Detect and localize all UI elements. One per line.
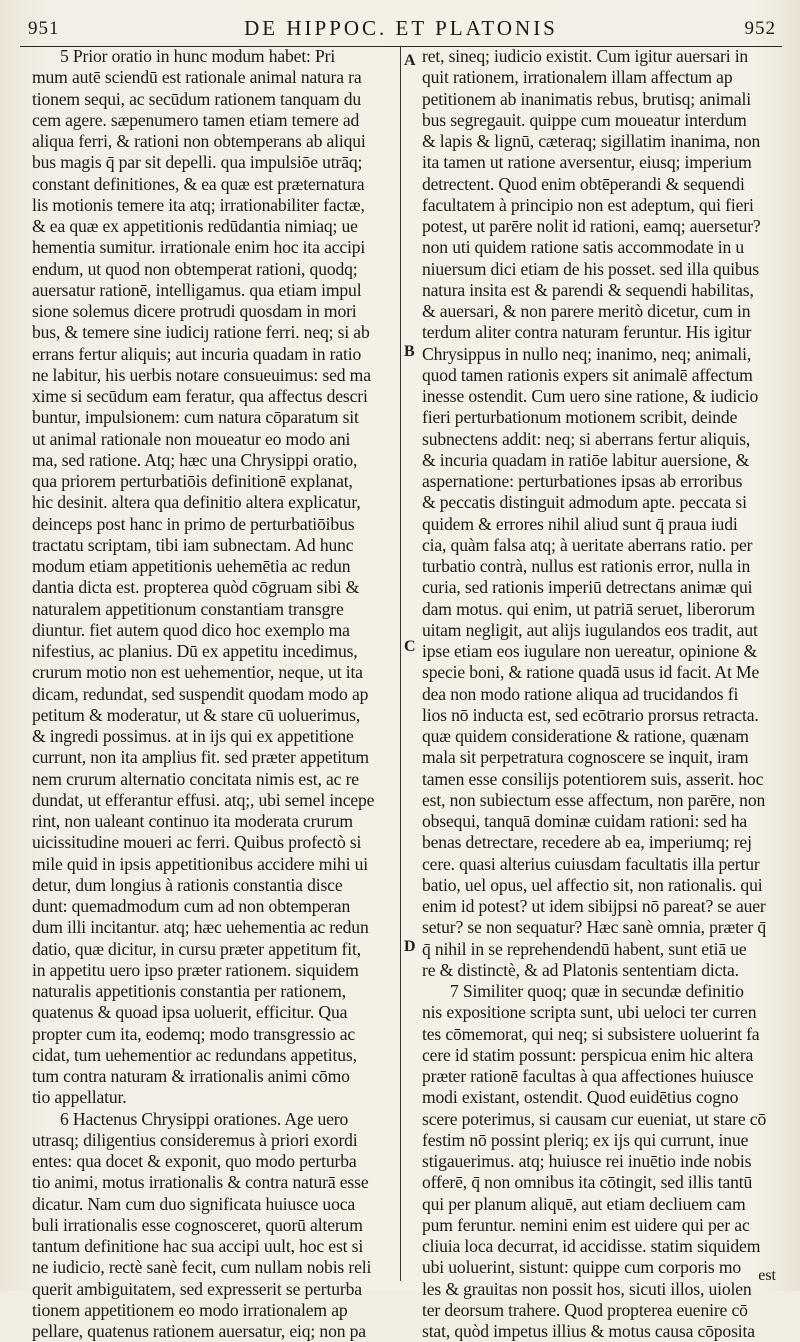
right-column-text-line: terdum aliter contra naturam feruntur. His igitur <box>422 322 752 343</box>
right-column-text-line: benas detrectare, recedere ab ea, imperiumq; rej <box>422 832 752 853</box>
right-column-text-line: cere. quasi alterius cuiusdam facultatis illa pertur <box>422 853 760 874</box>
left-column-text-line: quatenus & quoad ipsa uoluerit, efficitur. Qua <box>32 1002 348 1023</box>
left-column-text-line: crurum motio non est uehementior, neque, ut ita <box>32 662 363 683</box>
right-column-text-line: re & distinctè, & ad Platonis sententiam dicta. <box>422 959 739 980</box>
left-column-text-line: xime si secūdum eam feratur, qua affectus descri <box>32 386 368 406</box>
marginal-letter-c: C <box>404 638 416 655</box>
right-column-text-line: pum feruntur. nemini enim est uidere qui per ac <box>422 1214 750 1235</box>
left-column-text-line: tio animi, motus irrationalis & contra naturā esse <box>32 1172 369 1193</box>
right-column-text-line: curia, sed rationis imperiū detrectans animæ qui <box>422 577 753 598</box>
left-column-text-line: utrasq; diligentius consideremus à priori exordi <box>32 1129 358 1150</box>
right-column-text-line: cliuia loca decurrat, id accidisse. statim siquidem <box>422 1236 761 1256</box>
left-column-text-line: tantum definitione hac sua accipi uult, hoc est si <box>32 1236 364 1256</box>
left-column-text-line: dicatur. Nam cum duo significata huiusce uoca <box>32 1193 356 1214</box>
left-column-text-line: ne labitur, his uerbis notare consueuimus: sed ma <box>32 364 371 385</box>
left-page-number: 951 <box>28 18 60 39</box>
left-column-text-line: buntur, impulsionem: cum natura cōparatum sit <box>32 407 359 428</box>
left-column-text-line: nem crurum alternatio concitata nimis est, ac re <box>32 768 359 789</box>
right-column-text-line: quæ quidem consideratione & ratione, quænam <box>422 726 749 746</box>
left-column-text-line: ma, sed ratione. Atq; hæc una Chrysippi oratio, <box>32 449 358 470</box>
left-column-text-line: tio appellatur. <box>32 1087 127 1108</box>
left-column-text-line: rint, non ualeant continuo ita moderata crurum <box>32 811 353 831</box>
left-column-text-line: pellare, quatenus rationem auersatur, eiq; non pa <box>32 1321 366 1341</box>
left-column-text-line: entes: qua docet & exponit, quo modo perturba <box>32 1151 357 1171</box>
left-column-text-line: tionem appetitionem eo modo irrationalem ap <box>32 1299 348 1320</box>
left-column-text-line: sione solemus dicere protrudi quosdam in mori <box>32 301 357 321</box>
left-column-text-line: hic desinit. altera qua definitio altera explicatur, <box>32 492 361 513</box>
left-column-text-line: errans fertur aliquis; aut incuria quadam in ratio <box>32 343 362 364</box>
right-column-text-line: Chrysippus in nullo neq; inanimo, neq; animali, <box>422 343 752 364</box>
right-column-text-line: ter deorsum trahere. Quod propterea euenire cō <box>422 1299 748 1320</box>
right-column-text-line: dam motus. qui enim, ut patriā seruet, liberorum <box>422 598 755 619</box>
left-column-text-line: hementia sumitur. irrationale enim hoc ita accipi <box>32 237 366 258</box>
right-column-text-line: nis expositione scripta sunt, ubi ueloci ter curren <box>422 1002 757 1023</box>
left-column-text-line: dicam, redundat, sed suspendit quodam modo ap <box>32 683 369 704</box>
column-divider <box>400 46 401 1281</box>
left-column-text-line: ne iudicio, rectè sanè fecit, cum nullam nobis reli <box>32 1257 372 1278</box>
right-column-text-line: niuersum dici etiam de his posset. sed illa quibus <box>422 258 759 279</box>
page-header <box>20 16 782 46</box>
right-column-text-line: stigauerimus. atq; huiusce rei inuētio inde nobis <box>422 1151 752 1171</box>
left-column-text-line: diuntur. fiet autem quod dico hoc exemplo ma <box>32 619 350 640</box>
marginal-letter-a: A <box>404 52 416 69</box>
catchword: est <box>758 1267 776 1284</box>
right-column-text-line: præter rationē facultas à qua affectiones huiusce <box>422 1066 754 1086</box>
right-column-text-line: bus segregauit. quippe cum moueatur interdum <box>422 109 747 130</box>
left-column-text-line: deinceps post hanc in primo de perturbatiōibus <box>32 513 355 534</box>
right-column-text-line: inesse ostendit. Cum uero sine ratione, & iudicio <box>422 386 759 406</box>
left-column-text-line: naturalis appetitionis constantia per rationem, <box>32 981 346 1001</box>
right-column-text-line: petitionem ab inanimatis rebus, brutisq; animali <box>422 88 751 109</box>
left-column-text-line: tractatu scriptam, tibi iam subnectam. Ad hunc <box>32 534 354 555</box>
right-column-text-line: subnectens addit: neq; si aberrans fertur aliquis, <box>422 428 751 449</box>
right-column-text-line: modi existant, ostendit. Quod euidētius cogno <box>422 1087 739 1108</box>
right-column-text-line: stat, quòd impetus illius & motus causa cōposita <box>422 1321 755 1341</box>
right-column-text-line: enim id potest? ut idem sibijpsi nō pareat? se auer <box>422 896 766 916</box>
right-column-text-line: dea non modo ratione aliqua ad trucidandos fi <box>422 683 739 704</box>
right-column-text-line: est, non subiectum esse affectum, non parēre, non <box>422 789 766 810</box>
right-column-text-line: quidem & errores nihil aliud sunt q̄ praua iudi <box>422 513 738 534</box>
left-column-text-line: propter cum ita, eodemq; modo transgressio ac <box>32 1023 356 1044</box>
right-column-text-line: 7 Similiter quoq; quæ in secundæ definitio <box>450 981 744 1001</box>
left-column-text-line: mile quid in ipsis appetitionibus accidere mihi ui <box>32 853 369 874</box>
left-column-text-line: lis motionis temere ita atq; irrationabiliter factæ, <box>32 194 365 215</box>
right-column-text-line: natura insita est & parendi & sequendi habilitas, <box>422 279 754 300</box>
left-column-text-line: currunt, non ita amplius fit. sed præter appetitum <box>32 747 369 768</box>
left-column-text-line: ut animal rationale non moueatur eo modo ani <box>32 428 351 449</box>
right-column-text-line: festim nō possint pleriq; ex ijs qui currunt, inue <box>422 1129 749 1150</box>
left-column-text-line: querit ambiguitatem, sed expresserit se perturba <box>32 1278 362 1299</box>
left-column-text-line: uicissitudine moueri ac ferri. Quibus profectò si <box>32 832 362 853</box>
left-column-text-line: qua priorem perturbatiōis definitionē explanat, <box>32 471 353 491</box>
right-column-text-line: scere poterimus, si causam cur eueniat, ut stare cō <box>422 1108 767 1129</box>
left-column-text-line: mum autē sciendū est rationale animal natura ra <box>32 67 362 88</box>
right-column-text-line: obsequi, tanquā dominæ cuidam rationi: sed ha <box>422 811 748 831</box>
left-column-text-line: in appetitu uero ipso præter rationem. siquidem <box>32 959 359 980</box>
left-column-text-line: endum, ut quod non obtemperat rationi, quodq; <box>32 258 358 279</box>
right-column-text-line: qui per planum aliquē, aut etiam decliuem cam <box>422 1193 746 1214</box>
right-column-text-line: potest, ut parēre nolit id rationi, eamq; auersetur? <box>422 216 761 236</box>
right-column-text-line: specie boni, & ratione quadā usus id facit. At Me <box>422 662 760 683</box>
left-column-text-line: constant definitiones, & ea quæ est præternatura <box>32 173 365 194</box>
right-column-text-line: detrectent. Quod enim obtēperandi & sequendi <box>422 173 745 194</box>
right-column-text-line: cia, quàm falsa atq; à ueritate aberrans ratio. per <box>422 534 753 555</box>
left-column-text-line: cidat, tum uehementior ac redundans appetitus, <box>32 1044 357 1065</box>
right-column-text-line: ubi uoluerint, sistunt: quippe cum corporis mo <box>422 1257 742 1278</box>
left-column-text-line: 5 Prior oratio in hunc modum habet: Pri <box>60 46 336 66</box>
right-column-text-line: fieri perturbationum motionem scribit, deinde <box>422 407 738 428</box>
left-column-text-line: bus magis q̄ par sit depelli. qua impulsiōe utrāq; <box>32 152 363 173</box>
left-column-text-line: datio, quæ dicitur, in cursu præter appetitum fit, <box>32 938 361 959</box>
left-column-text-line: dum illi incitantur. atq; hæc uehementia ac redun <box>32 917 369 938</box>
marginal-letter-d: D <box>404 938 416 955</box>
right-column-text-line: tamen esse consilijs potentiorem suis, asserit. hoc <box>422 768 764 789</box>
left-column-text-line: bus, & temere sine iudiciȷ ratione ferri. neq; si ab <box>32 322 370 343</box>
left-column-text-line: cem agere. sæpenumero tamen etiam temere ad <box>32 109 360 130</box>
right-text-column <box>422 46 788 1342</box>
right-column-text-line: turbatio contrà, nullus est rationis error, nulla in <box>422 556 751 576</box>
left-column-text-line: dantia dicta est. propterea quòd cōgruam sibi & <box>32 577 360 598</box>
left-column-text-line: tionem sequi, ac secūdum rationem tanquam du <box>32 88 362 109</box>
left-column-text-line: modum etiam appetitionis uehemētia ac redun <box>32 556 351 576</box>
left-column-text-line: & ea quæ ex appetitionis redūdantia nimiaq; ue <box>32 216 358 236</box>
right-column-text-line: quit rationem, irrationalem illam affectum ap <box>422 67 733 88</box>
right-column-text-line: tes cōmemorat, qui neq; si subsistere uoluerint fa <box>422 1023 760 1044</box>
right-column-text-line: aspernatione: perturbationes ipsas ab erroribus <box>422 471 743 491</box>
right-column-text-line: & auersari, & non parere meritò dicetur, cum in <box>422 301 751 321</box>
right-column-text-line: setur? se non sequatur? Hæc sanè omnia, præter q̄ <box>422 917 767 938</box>
right-column-text-line: les & grauitas non possit hos, sicuti illos, uiolen <box>422 1278 752 1299</box>
marginal-letter-b: B <box>404 343 415 360</box>
left-column-text-line: buli irrationalis esse cognosceret, quorū alterum <box>32 1214 363 1235</box>
left-column-text-line: naturalem appetitionum constantiam transgre <box>32 598 344 619</box>
left-text-column <box>32 46 396 1342</box>
right-column-text-line: ipse etiam eos iugulare non uereatur, opinione & <box>422 641 758 661</box>
right-column-text-line: quod tamen rationis expers sit animalē affectum <box>422 364 753 385</box>
left-column-text-line: detur, dum longius à rationis constantia disce <box>32 874 343 895</box>
left-column-text-line: auersatur rationē, intelligamus. qua etiam impul <box>32 279 362 300</box>
left-column-text-line: 6 Hactenus Chrysippi orationes. Age uero <box>60 1108 349 1129</box>
left-column-text-line: nifestius, ac planius. Dū ex appetitu incedimus, <box>32 641 358 661</box>
left-column-text-line: & ingredi possimus. at in ijs qui ex appetitione <box>32 726 354 746</box>
right-column-text-line: & peccatis distinguit admodum apte. peccata si <box>422 492 747 513</box>
right-column-text-line: offerē, q̄ non omnibus ita cōtingit, sed illis tantū <box>422 1172 753 1193</box>
right-column-text-line: & lapis & lignū, cæteraq; sigillatim inanima, non <box>422 131 761 151</box>
left-column-text-line: aliqua ferri, & rationi non obtemperans ab aliqui <box>32 131 366 151</box>
left-column-text-line: dundat, ut efferantur effusi. atq;, ubi semel incepe <box>32 789 375 810</box>
left-column-text-line: petitum & moderatur, ut & stare cū uoluerimus, <box>32 704 361 725</box>
right-column-text-line: cere id statim possunt: perspicua enim hic altera <box>422 1044 754 1065</box>
running-title: DE HIPPOC. ET PLATONIS <box>244 16 558 40</box>
right-column-text-line: ret, sineq; iudicio existit. Cum igitur auersari in <box>422 46 749 66</box>
right-column-text-line: uitam negligit, aut alijs iugulandos eos tradit, aut <box>422 619 758 640</box>
right-column-text-line: lios nō inducta est, sed ecōtrario prorsus retracta. <box>422 704 759 725</box>
right-column-text-line: mala sit perpetratura cognoscere se inquit, iram <box>422 747 749 768</box>
right-column-text-line: non uti quidem ratione satis accommodate in u <box>422 237 745 258</box>
left-column-text-line: tum contra naturam & irrationalis animi cōmo <box>32 1066 350 1086</box>
right-column-text-line: & incuria quadam in ratiōe labitur auersione, & <box>422 449 750 470</box>
right-page-number: 952 <box>744 18 776 39</box>
right-column-text-line: q̄ nihil in se reprehendendū habent, sunt etiā ue <box>422 938 747 959</box>
left-column-text-line: dunt: quemadmodum cum ad non obtemperan <box>32 896 351 916</box>
right-column-text-line: ita tamen ut ratione aversentur, eiusq; imperium <box>422 152 752 173</box>
right-column-text-line: facultatem à principio non est adeptum, qui fieri <box>422 194 754 215</box>
right-column-text-line: batio, uel opus, uel affectio sit, non rationalis. qui <box>422 874 763 895</box>
